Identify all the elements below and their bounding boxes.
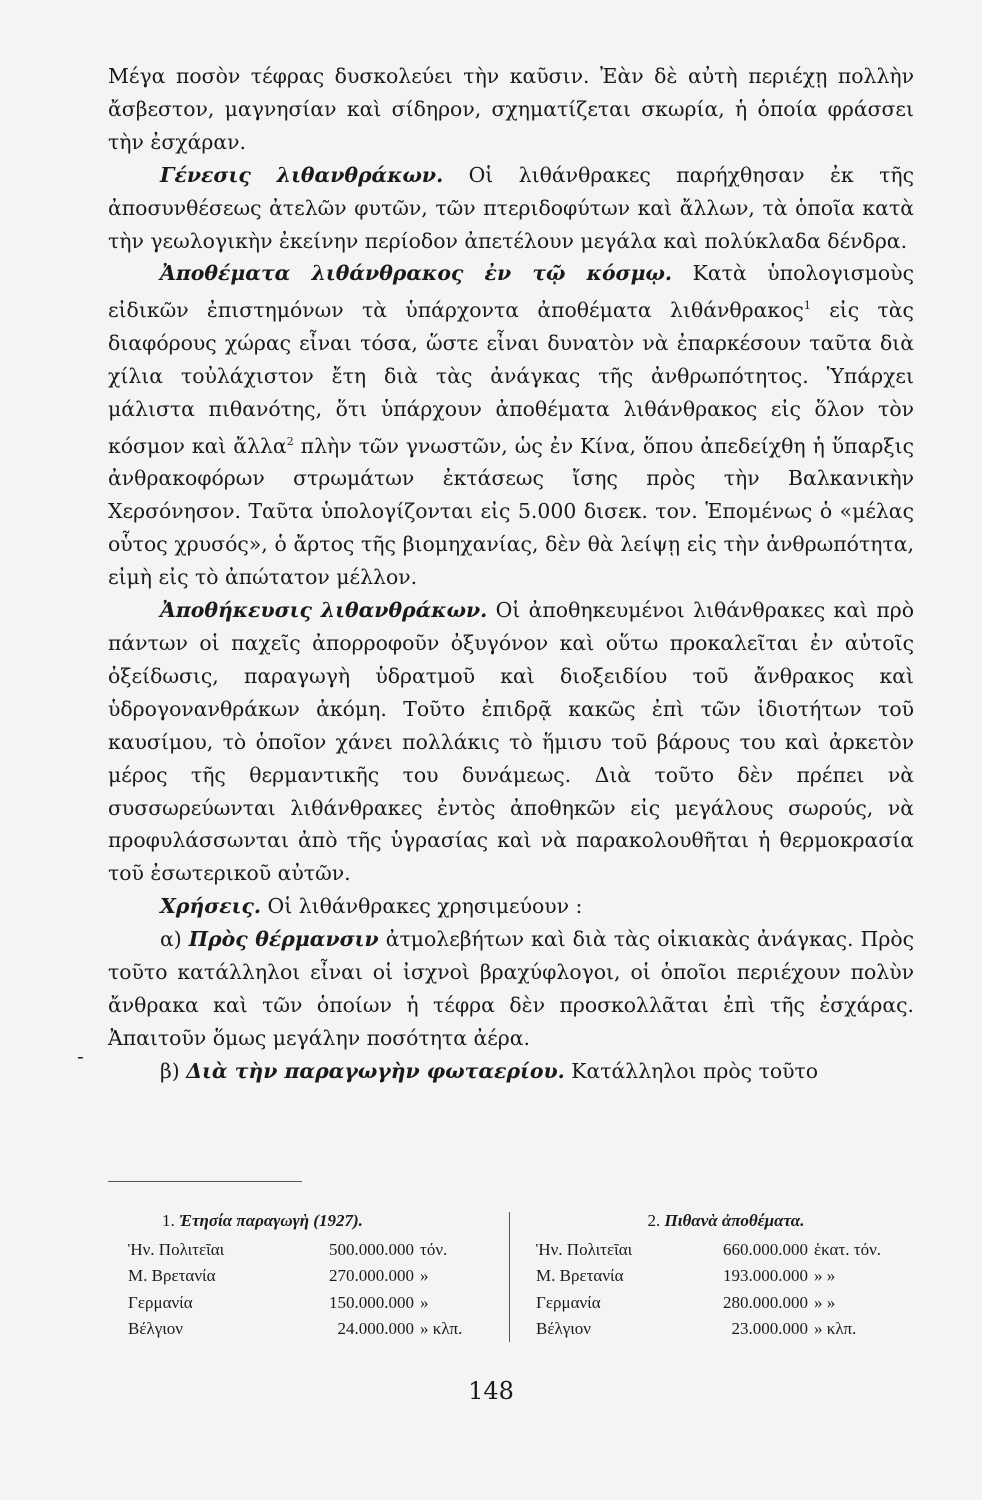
country-cell: Γερμανία: [128, 1292, 193, 1312]
list-label: α): [160, 927, 182, 952]
paragraph-genesis: [108, 159, 914, 258]
table-row: [536, 1237, 916, 1264]
value-cell: 660.000.000: [723, 1239, 808, 1259]
paragraph-ash: [108, 60, 914, 159]
margin-mark: -: [77, 1044, 84, 1068]
body-text: [108, 60, 914, 1088]
footnote-2: [536, 1208, 916, 1343]
country-cell: Βέλγιον: [536, 1319, 591, 1338]
section-heading-reserves: Ἀποθέματα λιθάνθρακος ἐν τῷ κόσμῳ.: [160, 261, 673, 286]
table-row: [128, 1316, 488, 1343]
footnote-number: 2.: [647, 1211, 661, 1230]
country-cell: Γερμανία: [536, 1292, 601, 1312]
paragraph-heating: [108, 923, 914, 1055]
footnote-title: [128, 1208, 488, 1235]
table-row: [536, 1263, 916, 1290]
footnote-divider: [108, 1181, 302, 1182]
footnote-number: 1.: [162, 1211, 175, 1230]
paragraph-text: ἀτμολεβήτων καὶ διὰ τὰς οἰκιακὰς ἀνάγκας. Πρὸς τοῦτο κατάλληλοι εἶναι οἱ ἰσχνοὶ βραχύφλογοι, οἱ ὁποῖοι περιέχουν πολὺν ἄνθρακα καὶ τῶν ὁποίων ἡ τέφρα δὲν προσκολλᾶται ἐπὶ τῆς ἐσχάρας. Ἀπαιτοῦν ὅμως μεγάλην ποσότητα ἀέρα.: [108, 927, 915, 1050]
paragraph-text: Κατάλληλοι πρὸς τοῦτο: [564, 1058, 819, 1083]
unit-cell: ἑκατ. τόν.: [814, 1239, 882, 1259]
paragraph-gas: [108, 1055, 914, 1088]
value-cell: 150.000.000: [329, 1292, 414, 1312]
value-cell: 23.000.000: [731, 1319, 808, 1338]
table-row: [536, 1290, 916, 1317]
unit-cell: »: [420, 1292, 429, 1312]
value-cell: 24.000.000: [337, 1319, 414, 1338]
unit-cell: » »: [814, 1292, 836, 1312]
footnote-column-divider: [509, 1212, 510, 1342]
footnote-heading: Ἐτησία παραγωγὴ (1927).: [179, 1211, 363, 1230]
unit-cell: »: [420, 1266, 429, 1285]
section-heading-storage: Ἀποθήκευσις λιθανθράκων.: [160, 598, 488, 623]
footnote-title: [536, 1208, 916, 1235]
list-label: β): [160, 1058, 180, 1083]
section-heading-uses: Χρήσεις.: [160, 894, 262, 919]
section-heading-gas: Διὰ τὴν παραγωγὴν φωταερίου.: [186, 1058, 565, 1083]
value-cell: 270.000.000: [329, 1266, 414, 1285]
table-row: [128, 1263, 488, 1290]
paragraph-text: Κατὰ ὑπολογισμοὺς εἰδικῶν ἐπιστημόνων τὰ ὑπάρχοντα ἀποθέματα λιθάνθρακος: [108, 261, 914, 323]
footnote-ref-1: 1: [803, 299, 811, 313]
value-cell: 500.000.000: [329, 1239, 414, 1259]
footnote-ref-2: 2: [286, 434, 294, 448]
paragraph-text: Μέγα ποσὸν τέφρας δυσκολεύει τὴν καῦσιν. Ἐὰν δὲ αὐτὴ περιέχῃ πολλὴν ἄσβεστον, μαγνησίαν καὶ σίδηρον, σχηματίζεται σκωρία, ἡ ὁποία φράσσει τὴν ἐσχάραν.: [108, 64, 914, 154]
paragraph-text: Οἱ λιθάνθρακες χρησιμεύουν :: [261, 894, 583, 919]
unit-cell: τόν.: [420, 1239, 448, 1259]
table-row: [128, 1290, 488, 1317]
section-heading-heating: Πρὸς θέρμανσιν: [188, 927, 379, 952]
footnote-heading: Πιθανὰ ἀποθέματα.: [664, 1211, 805, 1230]
value-cell: 280.000.000: [723, 1292, 808, 1312]
unit-cell: » »: [814, 1266, 836, 1285]
table-row: [536, 1316, 916, 1343]
country-cell: Ἡν. Πολιτεῖαι: [128, 1239, 225, 1259]
country-cell: Μ. Βρετανία: [128, 1266, 216, 1285]
paragraph-text: πλὴν τῶν γνωστῶν, ὡς ἐν Κίνα, ὅπου ἀπεδείχθη ἡ ὕπαρξις ἀνθρακοφόρων στρωμάτων ἐκτάσεως ἴσης πρὸς τὴν Βαλκανικὴν Χερσόνησον. Ταῦτα ὑπολογίζονται εἰς 5.000 δισεκ. τον. Ἑπομένως ὁ «μέλας οὗτος χρυσός», ὁ ἄρτος τῆς βιομηχανίας, δὲν θὰ λείψῃ εἰς τὴν ἀνθρωπότητα, εἰμὴ εἰς τὸ ἀπώτατον μέλλον.: [108, 433, 914, 590]
value-cell: 193.000.000: [723, 1266, 808, 1285]
section-heading-genesis: Γένεσις λιθανθράκων.: [160, 162, 444, 187]
unit-cell: » κλπ.: [814, 1319, 857, 1338]
paragraph-text: εἰς τὰς διαφόρους χώρας εἶναι τόσα, ὥστε εἶναι δυνατὸν νὰ ἐπαρκέσουν ταῦτα διὰ χίλια τοὐλάχιστον ἔτη διὰ τὰς ἀνάγκας τῆς ἀνθρωπότητος. Ὑπάρχει μάλιστα πιθανότης, ὅτι ὑπάρχουν ἀποθέματα λιθάνθρακος εἰς ὅλον τὸν κόσμον καὶ ἄλλα: [108, 298, 914, 458]
country-cell: Βέλγιον: [128, 1319, 183, 1338]
table-row: [128, 1237, 488, 1264]
paragraph-text: Οἱ λιθάνθρακες παρήχθησαν ἐκ τῆς ἀποσυνθέσεως ἀτελῶν φυτῶν, τῶν πτεριδοφύτων καὶ ἄλλων, τὰ ὁποῖα κατὰ τὴν γεωλογικὴν ἐκείνην περίοδον ἀπετέλουν μεγάλα καὶ πολύκλαδα δένδρα.: [108, 162, 914, 253]
footnote-1: [128, 1208, 488, 1343]
paragraph-uses: [108, 890, 914, 923]
page-number: 148: [468, 1377, 514, 1405]
paragraph-reserves: [108, 257, 914, 594]
paragraph-text: Οἱ ἀποθηκευμένοι λιθάνθρακες καὶ πρὸ πάντων οἱ παχεῖς ἀπορροφοῦν ὀξυγόνον καὶ οὕτω προκαλεῖται ἐν αὐτοῖς ὀξείδωσις, παραγωγὴ ὑδρατμοῦ καὶ διοξειδίου τοῦ ἄνθρακος καὶ ὑδρογονανθράκων ἀκόμη. Τοῦτο ἐπιδρᾷ κακῶς ἐπὶ τῶν ἰδιοτήτων τοῦ καυσίμου, τὸ ὁποῖον χάνει πολλάκις τὸ ἥμισυ τοῦ βάρους του καὶ ἀρκετὸν μέρος τῆς θερμαντικῆς του δυνάμεως. Διὰ τοῦτο δὲν πρέπει νὰ συσσωρεύωνται λιθάνθρακες ἐντὸς ἀποθηκῶν εἰς μεγάλους σωρούς, νὰ προφυλάσσωνται ἀπὸ τῆς ὑγρασίας καὶ νὰ παρακολουθῆται ἡ θερμοκρασία τοῦ ἐσωτερικοῦ αὐτῶν.: [108, 598, 914, 886]
country-cell: Ἡν. Πολιτεῖαι: [536, 1239, 633, 1259]
unit-cell: » κλπ.: [420, 1319, 463, 1338]
paragraph-storage: [108, 594, 914, 890]
country-cell: Μ. Βρετανία: [536, 1266, 624, 1285]
